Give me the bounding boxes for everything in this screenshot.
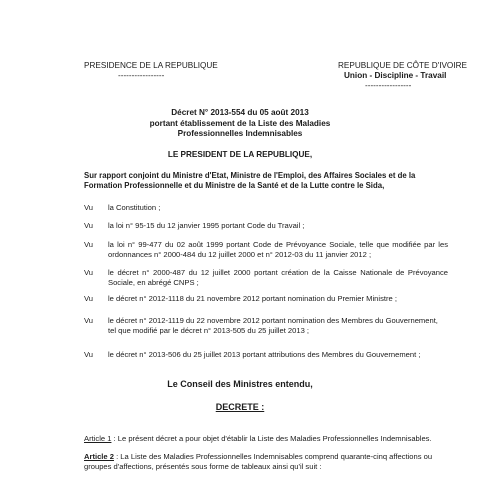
- article-label: Article 2: [84, 452, 114, 461]
- article-2: [84, 452, 434, 472]
- right-header-motto: Union - Discipline - Travail: [344, 71, 447, 80]
- decree-title-line2: portant établissement de la Liste des Maladies: [149, 118, 331, 128]
- vu-label: Vu: [84, 350, 94, 359]
- vu-label: Vu: [84, 221, 94, 230]
- decree-title: [0, 108, 480, 140]
- decree-title-line1: Décret N° 2013-554 du 05 août 2013: [171, 108, 309, 117]
- article-1: [84, 434, 434, 444]
- vu-label: Vu: [84, 294, 94, 303]
- rapport-paragraph: Sur rapport conjoint du Ministre d'Etat, Ministre de l'Emploi, des Affaires Sociales et de la Formation Professionnelle et du Ministre de la Santé et de la Lutte contre le Sida,: [84, 171, 416, 190]
- vu-item: le décret n° 2000-487 du 12 juillet 2000 portant création de la Caisse Nationale de Prévoyance Sociale, en abrégé CNPS ;: [108, 268, 448, 287]
- vu-label: Vu: [84, 316, 94, 325]
- vu-label: Vu: [84, 203, 94, 212]
- decree-title-line3: Professionnelles Indemnisables: [177, 129, 303, 138]
- article-text: : Le présent décret a pour objet d'établir la Liste des Maladies Professionnelles Indemnisables.: [111, 434, 432, 443]
- vu-item: le décret n° 2012-1118 du 21 novembre 2012 portant nomination du Premier Ministre ;: [108, 294, 397, 303]
- decrete-text: DECRETE :: [215, 402, 265, 412]
- article-text: : La Liste des Maladies Professionnelles Indemnisables comprend quarante-cinq affections ou groupes d'affections, présentés sous forme de tableaux ainsi qu'il suit :: [84, 452, 433, 471]
- vu-label: Vu: [84, 240, 94, 249]
- article-label: Article 1: [84, 434, 112, 443]
- vu-item: la Constitution ;: [108, 203, 161, 212]
- vu-label: Vu: [84, 268, 94, 277]
- conseil-heading: Le Conseil des Ministres entendu,: [167, 379, 313, 389]
- decrete-heading: [0, 402, 480, 412]
- vu-item: la loi n° 95-15 du 12 janvier 1995 portant Code du Travail ;: [108, 221, 305, 230]
- vu-item: la loi n° 99-477 du 02 août 1999 portant Code de Prévoyance Sociale, telle que modifiée par les ordonnances n° 2000-484 du 12 juillet 2000 et n° 2012-03 du 11 janvier 2012 ;: [108, 240, 448, 259]
- president-heading: LE PRESIDENT DE LA REPUBLIQUE,: [167, 150, 313, 159]
- vu-item: le décret n° 2013-506 du 25 juillet 2013 portant attributions des Membres du Gouvernement ;: [108, 350, 421, 359]
- right-header-rule: -----------------: [365, 81, 412, 90]
- left-header-rule: -----------------: [118, 71, 165, 80]
- vu-item: le décret n° 2012-1119 du 22 novembre 2012 portant nomination des Membres du Gouvernement, tel que modifié par le décret n° 2013-505 du 25 juillet 2013 ;: [108, 316, 438, 335]
- left-header-title: PRESIDENCE DE LA REPUBLIQUE: [84, 61, 218, 70]
- right-header-title: REPUBLIQUE DE CÔTE D'IVOIRE: [338, 61, 467, 70]
